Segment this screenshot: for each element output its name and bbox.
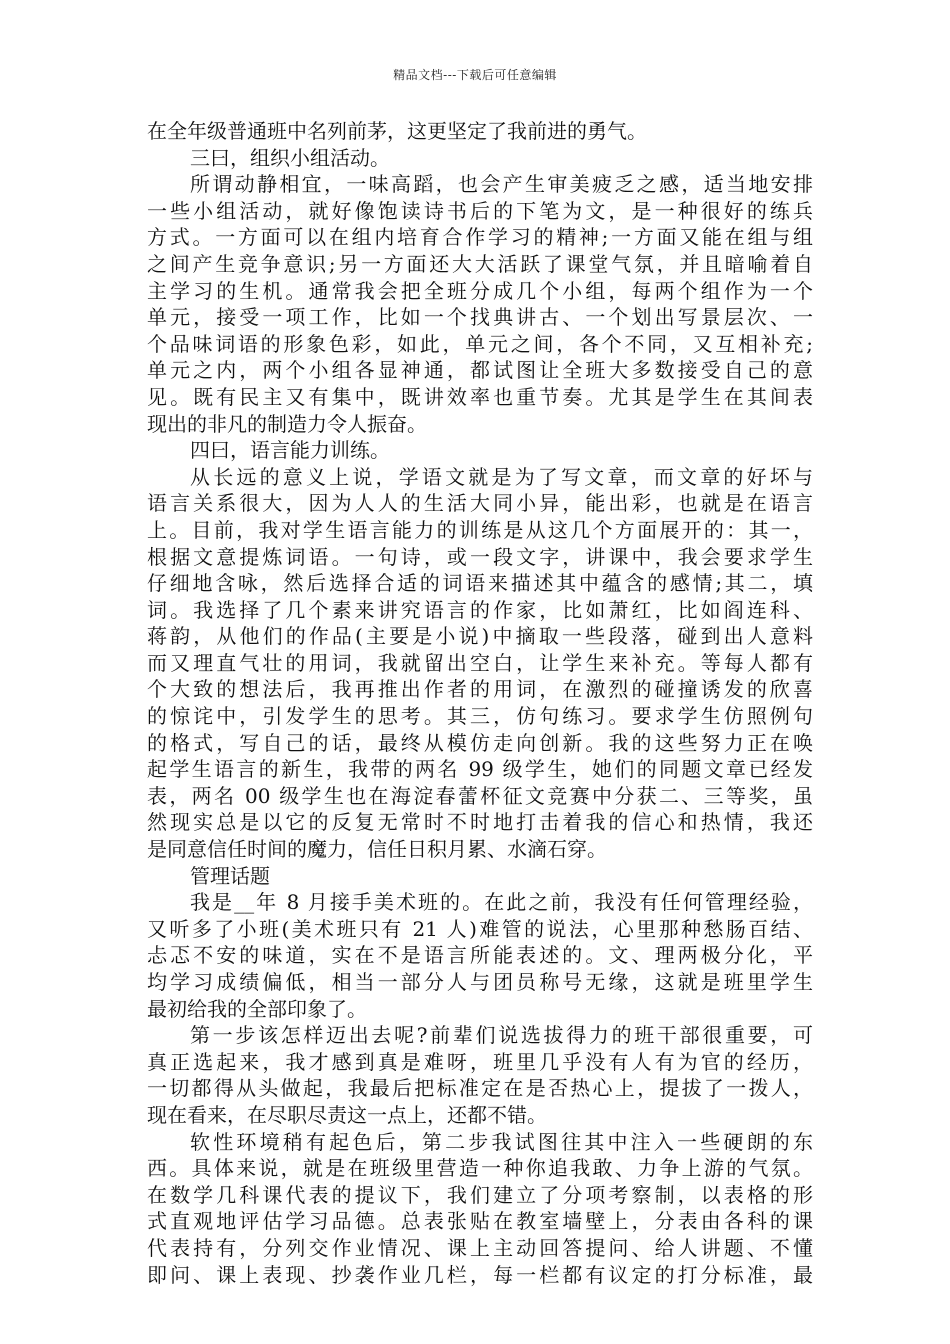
page-header: 精品文档---下载后可任意编辑 [393,68,557,82]
text-line: 的惊诧中，引发学生的思考。其三，仿句练习。要求学生仿照例句 [147,704,813,729]
text-line: 词。我选择了几个素来讲究语言的作家，比如萧红，比如阎连科、 [147,597,813,622]
text-line: 我是__年 8 月接手美术班的。在此之前，我没有任何管理经验， [190,890,813,915]
text-line: 然现实总是以它的反复无常时不时地打击着我的信心和热情，我还 [147,810,813,835]
text-line: 第一步该怎样迈出去呢?前辈们说选拔得力的班干部很重要，可 [190,1023,813,1048]
text-line: 软性环境稍有起色后，第二步我试图往其中注入一些硬朗的东 [190,1129,813,1154]
text-line: 见。既有民主又有集中，既讲效率也重节奏。尤其是学生在其间表 [147,384,813,409]
text-line: 式直观地评估学习品德。总表张贴在教室墙壁上，分表由各科的课 [147,1209,813,1234]
text-line: 而又理直气壮的用词，我就留出空白，让学生来补充。等每人都有 [147,650,813,675]
text-line: 单元之内，两个小组各显神通，都试图让全班大多数接受自己的意 [147,358,813,383]
text-line: 仔细地含咏，然后选择合适的词语来描述其中蕴含的感情;其二，填 [147,571,813,596]
text-line: 最初给我的全部印象了。 [147,996,367,1021]
text-line: 均学习成绩偏低，相当一部分人与团员称号无缘，这就是班里学生 [147,970,813,994]
text-line: 现出的非凡的制造力令人振奋。 [147,411,427,436]
text-line: 代表持有，分列交作业情况、课上主动回答提问、给人讲题、不懂 [147,1235,813,1260]
text-line: 在数学几科课代表的提议下，我们建立了分项考察制，以表格的形 [147,1182,813,1207]
text-line: 一切都得从头做起，我最后把标准定在是否热心上，提拔了一拨人， [147,1076,813,1101]
text-line: 之间产生竞争意识;另一方面还大大活跃了课堂气氛，并且暗喻着自 [147,251,813,276]
text-line: 上。目前，我对学生语言能力的训练是从这几个方面展开的：其一， [147,517,813,542]
text-line: 管理话题 [190,863,270,888]
text-line: 的格式，写自己的话，最终从模仿走向创新。我的这些努力正在唤 [147,730,813,755]
text-line: 现在看来，在尽职尽责这一点上，还都不错。 [147,1102,547,1127]
text-line: 个品味词语的形象色彩，如此，单元之间，各个不同，又互相补充; [147,331,813,356]
text-line: 是同意信任时间的魔力，信任日积月累、水滴石穿。 [147,837,607,862]
text-line: 表，两名 00 级学生也在海淀春蕾杯征文竞赛中分获二、三等奖，虽 [147,783,813,808]
text-line: 西。具体来说，就是在班级里营造一种你追我敢、力争上游的气氛。 [147,1156,813,1181]
text-line: 单元，接受一项工作，比如一个找典讲古、一个划出写景层次、一 [147,305,813,330]
text-line: 根据文意提炼词语。一句诗，或一段文字，讲课中，我会要求学生 [147,544,813,569]
text-line: 语言关系很大，因为人人的生活大同小异，能出彩，也就是在语言 [147,491,813,516]
text-line: 三曰，组织小组活动。 [190,145,390,170]
text-line: 一些小组活动，就好像饱读诗书后的下笔为文，是一种很好的练兵 [147,198,813,223]
document-body [147,118,813,1288]
text-line: 蒋韵，从他们的作品(主要是小说)中摘取一些段落，碰到出人意料 [147,624,813,649]
text-line: 真正选起来，我才感到真是难呀，班里几乎没有人有为官的经历， [147,1049,813,1074]
text-line: 个大致的想法后，我再推出作者的用词，在激烈的碰撞诱发的欣喜 [147,677,813,702]
text-line: 四曰，语言能力训练。 [190,438,390,463]
text-line: 起学生语言的新生，我带的两名 99 级学生，她们的同题文章已经发 [147,757,813,782]
text-line: 又听多了小班(美术班只有 21 人)难管的说法，心里那种愁肠百结、 [147,916,813,941]
text-line: 在全年级普通班中名列前茅，这更坚定了我前进的勇气。 [147,119,647,143]
text-line: 忐忑不安的味道，实在不是语言所能表述的。文、理两极分化，平 [147,943,813,968]
text-line: 主学习的生机。通常我会把全班分成几个小组，每两个组作为一个 [147,278,813,303]
text-line: 从长远的意义上说，学语文就是为了写文章，而文章的好坏与 [190,464,813,489]
text-line: 所谓动静相宜，一味高蹈，也会产生审美疲乏之感，适当地安排 [190,172,813,197]
text-line: 方式。一方面可以在组内培育合作学习的精神;一方面又能在组与组 [147,225,813,250]
text-line: 即问、课上表现、抄袭作业几栏，每一栏都有议定的打分标准，最 [147,1262,813,1287]
